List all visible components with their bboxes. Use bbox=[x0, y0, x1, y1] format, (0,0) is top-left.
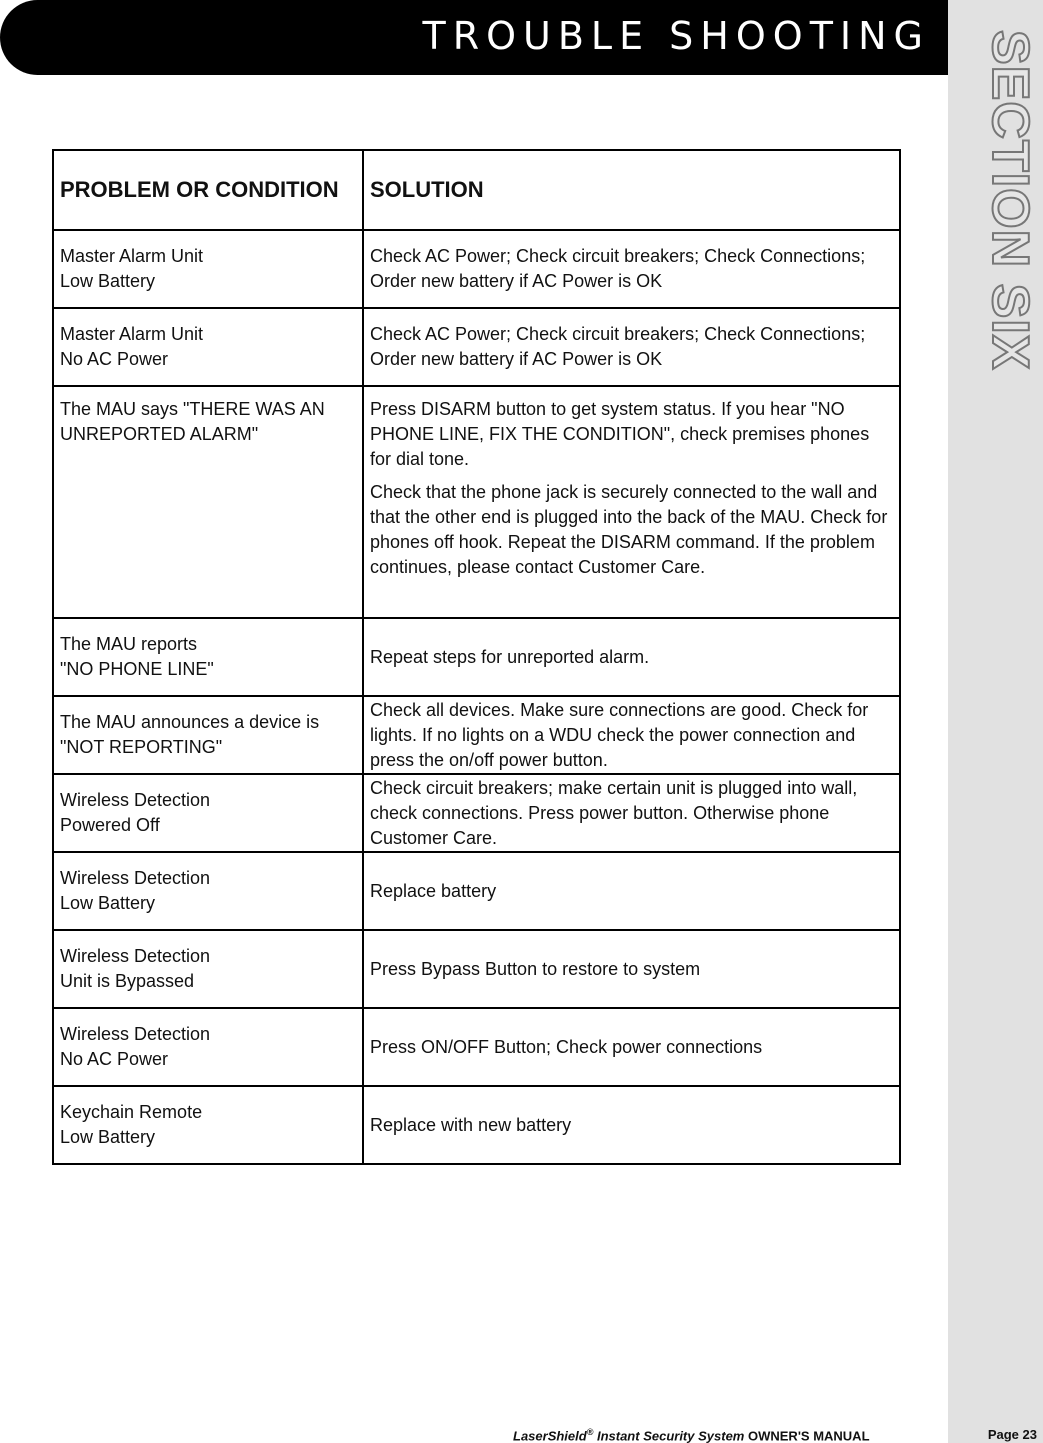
troubleshooting-table bbox=[52, 149, 901, 1165]
problem-cell: Master Alarm Unit Low Battery bbox=[53, 230, 363, 308]
solution-cell: Press ON/OFF Button; Check power connections bbox=[363, 1008, 900, 1086]
solution-cell: Press Bypass Button to restore to system bbox=[363, 930, 900, 1008]
solution-cell: Check AC Power; Check circuit breakers; Check Connections; Order new battery if AC Power is OK bbox=[363, 230, 900, 308]
table-row bbox=[53, 230, 900, 308]
solution-cell: Replace with new battery bbox=[363, 1086, 900, 1164]
table-row bbox=[53, 308, 900, 386]
solution-paragraph: Press DISARM button to get system status. If you hear "NO PHONE LINE, FIX THE CONDITION", check premises phones for dial tone. bbox=[370, 399, 870, 469]
problem-cell: Master Alarm Unit No AC Power bbox=[53, 308, 363, 386]
footer-manual: OWNER'S MANUAL bbox=[747, 1428, 870, 1443]
footer-manual-title bbox=[513, 1427, 870, 1443]
table-row bbox=[53, 774, 900, 852]
solution-cell: Check circuit breakers; make certain unit is plugged into wall, check connections. Press power button. Otherwise phone Customer Care. bbox=[363, 774, 900, 852]
problem-cell: Wireless Detection Powered Off bbox=[53, 774, 363, 852]
problem-cell: The MAU reports "NO PHONE LINE" bbox=[53, 618, 363, 696]
footer-product: Instant Security System bbox=[596, 1428, 745, 1443]
table-row bbox=[53, 1086, 900, 1164]
problem-cell: The MAU says "THERE WAS AN UNREPORTED ALARM" bbox=[53, 386, 363, 618]
problem-cell: Keychain Remote Low Battery bbox=[53, 1086, 363, 1164]
table-row bbox=[53, 696, 900, 774]
problem-cell: Wireless Detection Unit is Bypassed bbox=[53, 930, 363, 1008]
solution-cell: Replace battery bbox=[363, 852, 900, 930]
header-banner bbox=[0, 0, 948, 75]
problem-cell: Wireless Detection No AC Power bbox=[53, 1008, 363, 1086]
registered-mark: ® bbox=[586, 1427, 594, 1437]
table-row bbox=[53, 930, 900, 1008]
solution-cell bbox=[363, 386, 900, 618]
footer-brand: LaserShield bbox=[513, 1428, 587, 1443]
problem-cell: The MAU announces a device is "NOT REPORTING" bbox=[53, 696, 363, 774]
table-row bbox=[53, 618, 900, 696]
solution-cell: Check all devices. Make sure connections are good. Check for lights. If no lights on a WDU check the power connection and press the on/off power button. bbox=[363, 696, 900, 774]
page-number: Page 23 bbox=[987, 1427, 1037, 1442]
table-row bbox=[53, 386, 900, 618]
table-row bbox=[53, 1008, 900, 1086]
section-label: SECTION SIX bbox=[981, 30, 1039, 371]
table-row bbox=[53, 852, 900, 930]
solution-paragraph: Check that the phone jack is securely connected to the wall and that the other end is plugged into the back of the MAU. Check for phones off hook. Repeat the DISARM command. If the problem continues, please contact Customer Care. bbox=[370, 482, 888, 577]
solution-cell: Repeat steps for unreported alarm. bbox=[363, 618, 900, 696]
problem-cell: Wireless Detection Low Battery bbox=[53, 852, 363, 930]
column-header-problem: PROBLEM OR CONDITION bbox=[53, 150, 363, 230]
table-header-row bbox=[53, 150, 900, 230]
column-header-solution: SOLUTION bbox=[363, 150, 900, 230]
page-title: TROUBLE SHOOTING bbox=[422, 14, 930, 58]
solution-cell: Check AC Power; Check circuit breakers; Check Connections; Order new battery if AC Power is OK bbox=[363, 308, 900, 386]
